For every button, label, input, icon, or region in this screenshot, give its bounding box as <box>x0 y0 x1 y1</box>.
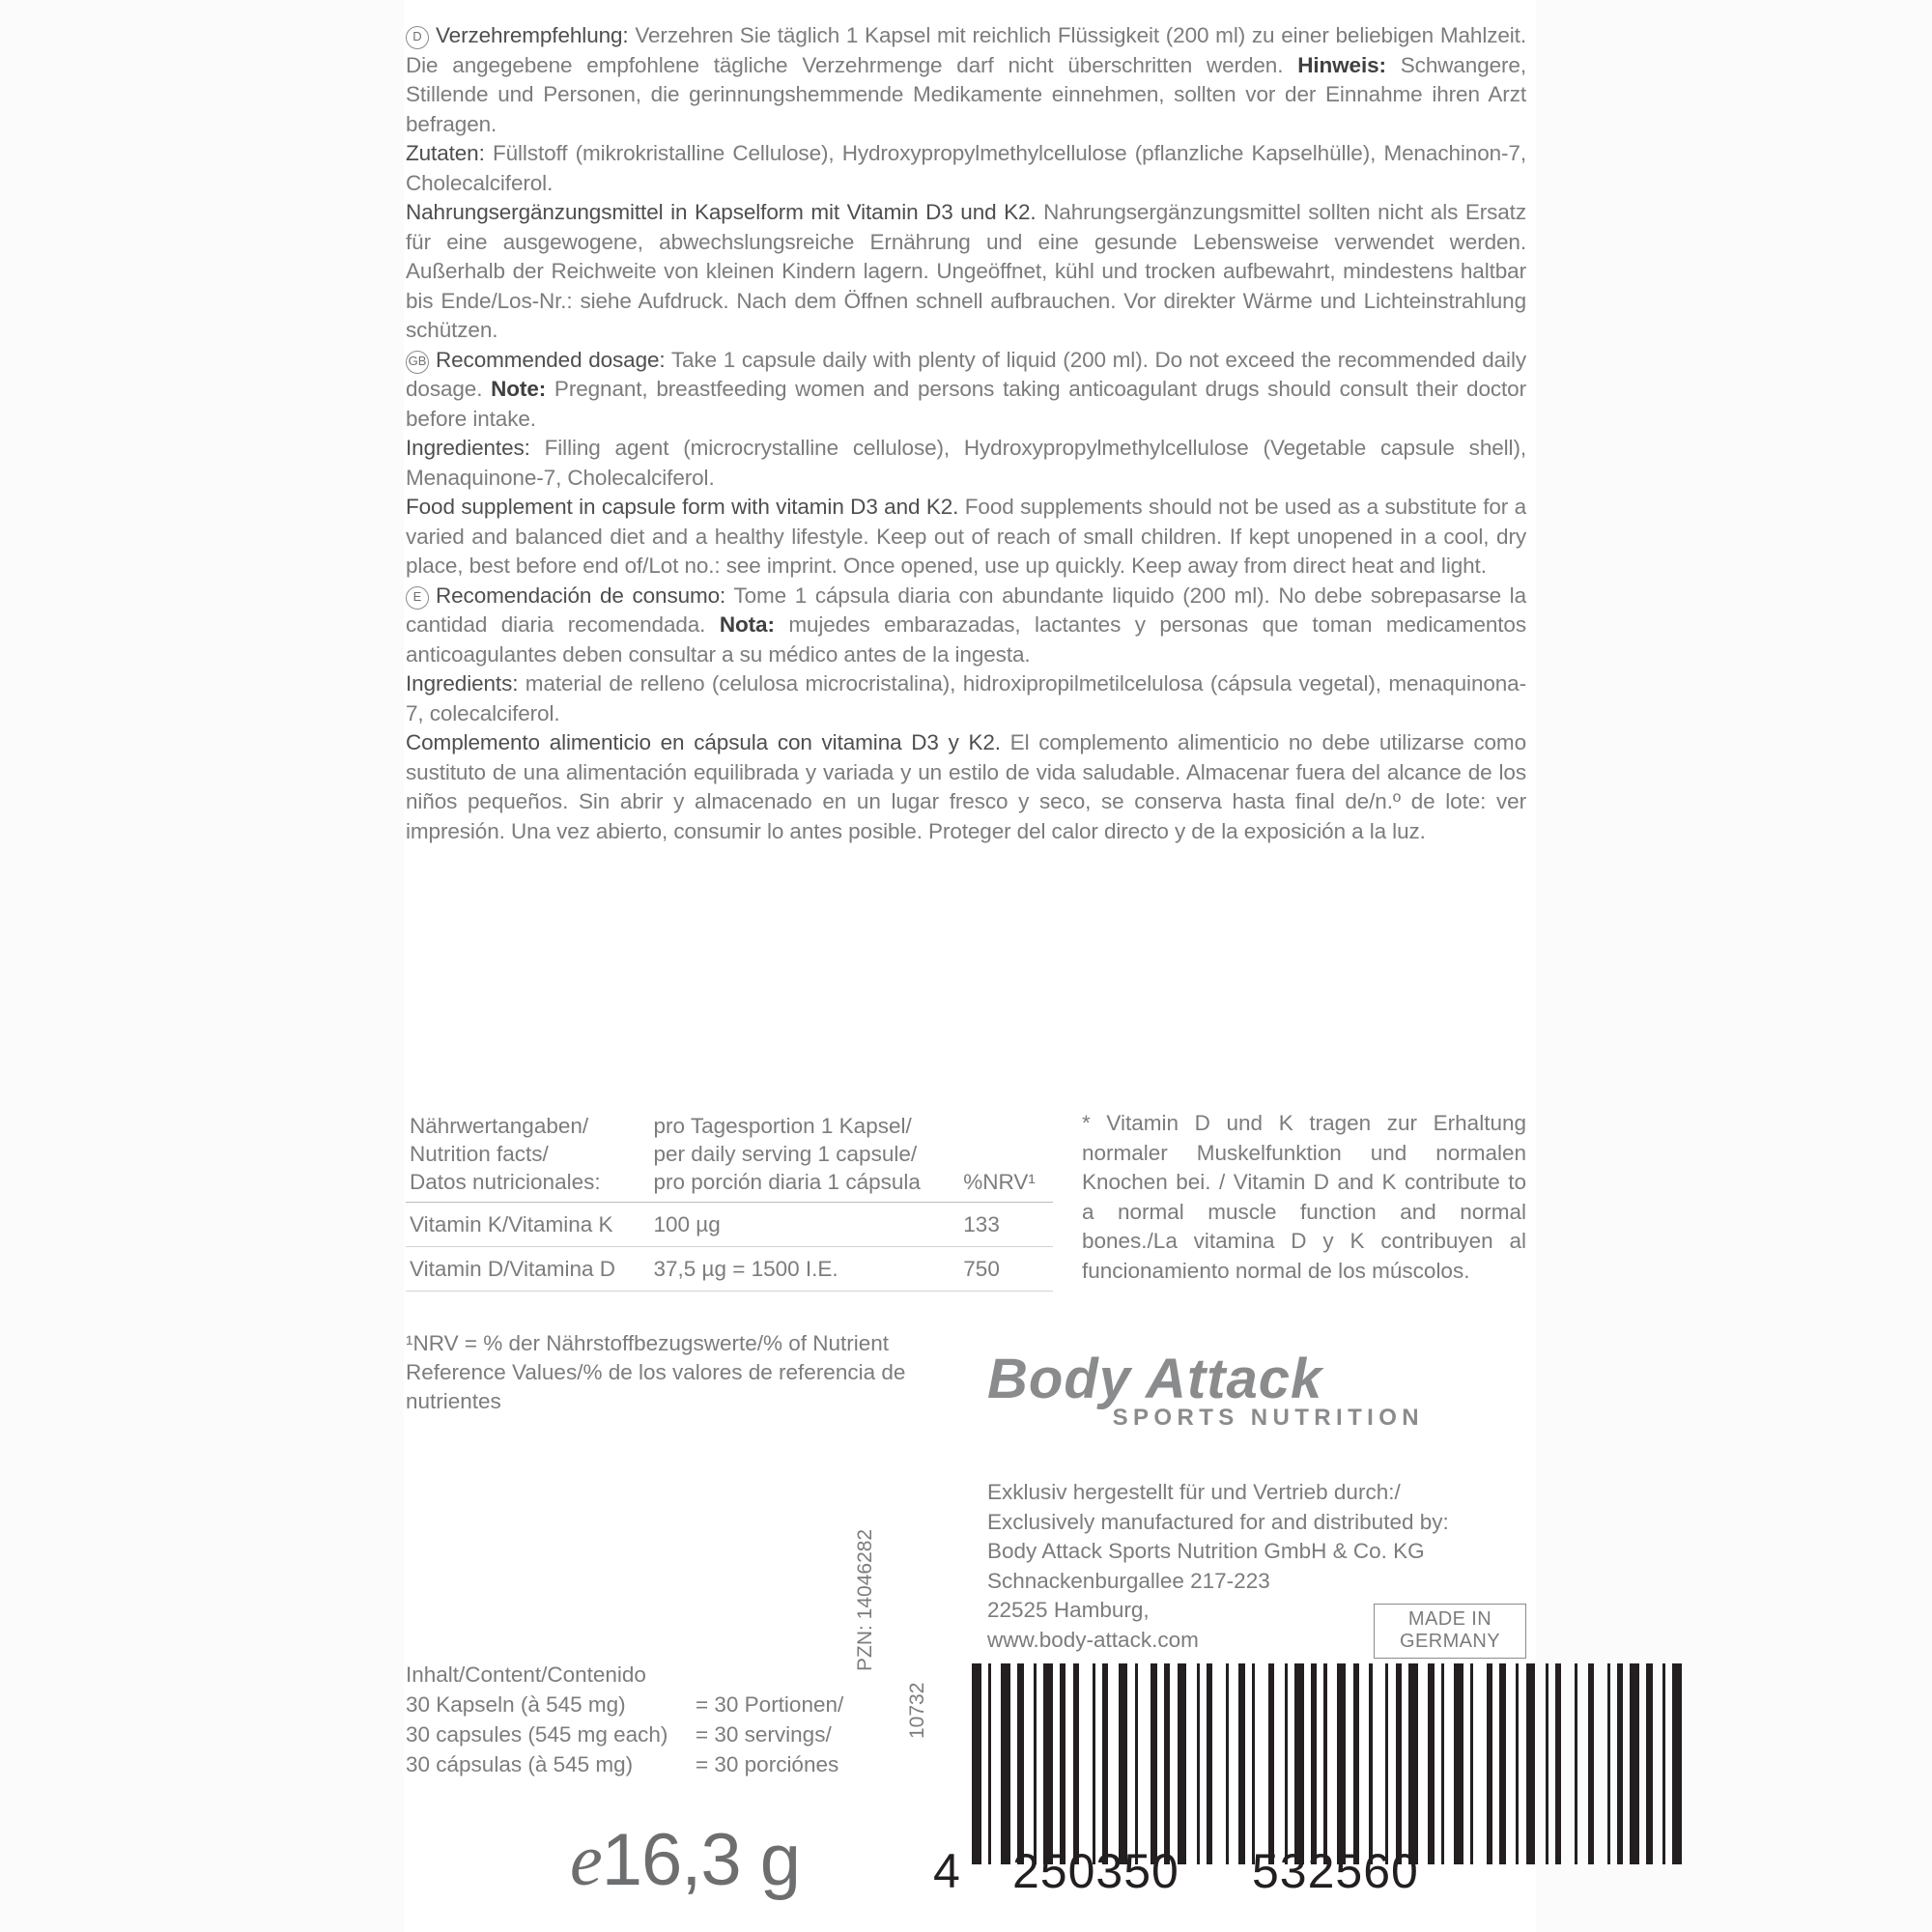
nutrition-header-col2-line2: per daily serving 1 capsule/ <box>653 1142 918 1166</box>
dosage-paragraph-gb <box>406 346 1526 435</box>
nutrient-amount: 100 µg <box>649 1203 959 1247</box>
distributor-line4: Schnackenburgallee 217-223 <box>987 1568 1270 1593</box>
made-in-germany-badge <box>1374 1604 1526 1659</box>
ean-first-digit: 4 <box>933 1844 961 1898</box>
content-row-right: = 30 porciónes <box>696 1752 839 1776</box>
nutrient-nrv: 133 <box>959 1203 1053 1247</box>
nutrient-amount: 37,5 µg = 1500 I.E. <box>649 1247 959 1292</box>
flag-icon-gb: GB <box>406 351 429 374</box>
ingredients-paragraph-de <box>406 139 1526 198</box>
content-row-right: = 30 servings/ <box>696 1722 832 1747</box>
dosage-text-es: Tome 1 cápsula diaria con abundante liquido (200 ml). No debe sobrepasarse la cantidad diaria recomendada. <box>406 582 1526 637</box>
ingredients-label-gb: Ingredientes: <box>406 436 530 460</box>
distributor-line5: 22525 Hamburg, <box>987 1598 1150 1622</box>
content-row-left: 30 cápsulas (à 545 mg) <box>406 1752 634 1776</box>
dosage-paragraph-es <box>406 582 1526 670</box>
barcode <box>933 1663 1513 1932</box>
ean-right-group: 532560 <box>1252 1844 1419 1898</box>
nutrition-header-col1-line1: Nährwertangaben/ <box>410 1114 589 1138</box>
description-label-de: Nahrungsergänzungsmittel in Kapselform mit Vitamin D3 und K2. <box>406 200 1037 224</box>
nutrition-table <box>406 1109 1053 1292</box>
content-row-left: 30 capsules (545 mg each) <box>406 1722 668 1747</box>
ingredients-paragraph-gb <box>406 434 1526 493</box>
nutrition-header-col1-line2: Nutrition facts/ <box>410 1142 549 1166</box>
health-claim-text: * Vitamin D und K tragen zur Erhaltung normaler Muskelfunktion und normalen Knochen bei. / Vitamin D and K contribute to a normal muscle function and normal bones./La vitamina D y K contribuyen al funcionamiento normal de los múscolos. <box>1082 1111 1526 1283</box>
label-text-content <box>406 21 1526 846</box>
ingredients-paragraph-es <box>406 669 1526 728</box>
brand-name: Body Attack <box>987 1348 1323 1410</box>
net-weight-value: 16,3 g <box>601 1819 801 1901</box>
distributor-line2: Exclusively manufactured for and distributed by: <box>987 1509 1449 1534</box>
barcode-bars <box>972 1663 1691 1864</box>
description-text-de: Nahrungsergänzungsmittel sollten nicht als Ersatz für eine ausgewogene, abwechslungsreiche Ernährung und eine gesunde Lebensweise verwendet werden. Außerhalb der Reichweite von kleinen Kindern lagern. Ungeöffnet, kühl und trocken aufbewahrt, mindestens haltbar bis Ende/Los-Nr.: siehe Aufdruck. Nach dem Öffnen schnell aufbrauchen. Vor direkter Wärme und Lichteinstrahlung schützen. <box>406 200 1526 342</box>
nutrient-name: Vitamin K/Vitamina K <box>406 1203 649 1247</box>
ingredients-label-de: Zutaten: <box>406 141 485 165</box>
description-paragraph-gb <box>406 493 1526 582</box>
lot-code: 10732 <box>906 1682 928 1739</box>
nrv-footnote: ¹NRV = % der Nährstoffbezugswerte/% of Nutrient Reference Values/% de los valores de referencia de nutrientes <box>406 1331 906 1413</box>
description-paragraph-es <box>406 728 1526 846</box>
dosage-paragraph-de <box>406 21 1526 139</box>
distributor-line1: Exklusiv hergestellt für und Vertrieb durch:/ <box>987 1480 1401 1504</box>
nutrition-header-col2-line3: pro porción diaria 1 cápsula <box>653 1170 921 1194</box>
brand-logo <box>987 1350 1451 1432</box>
ingredients-text-es: material de relleno (celulosa microcristalina), hidroxipropilmetilcelulosa (cápsula vegetal), menaquinona-7, colecalciferol. <box>406 671 1526 725</box>
ingredients-label-es: Ingredients: <box>406 671 519 696</box>
nutrition-header-col2 <box>649 1109 959 1203</box>
dosage-label-es: Recomendación de consumo: <box>436 582 726 608</box>
ingredients-text-de: Füllstoff (mikrokristalline Cellulose), Hydroxypropylmethylcellulose (pflanzliche Kapselhülle), Menachinon-7, Cholecalciferol. <box>406 141 1526 195</box>
content-title: Inhalt/Content/Contenido <box>406 1662 646 1687</box>
nutrition-header-col1 <box>406 1109 649 1203</box>
distributor-website: www.body-attack.com <box>987 1627 1199 1652</box>
note-text-de: Schwangere, Stillende und Personen, die gerinnungshemmende Medikamente einnehmen, sollten vor der Einnahme ihren Arzt befragen. <box>406 52 1526 136</box>
note-text-gb: Pregnant, breastfeeding women and persons taking anticoagulant drugs should consult their doctor before intake. <box>406 377 1526 431</box>
page-background-right <box>1536 0 1932 1932</box>
note-label-gb: Note: <box>491 377 547 401</box>
description-label-gb: Food supplement in capsule form with vitamin D3 and K2. <box>406 495 959 519</box>
note-label-de: Hinweis: <box>1297 52 1386 77</box>
nutrition-header-col3: %NRV¹ <box>959 1109 1053 1203</box>
description-paragraph-de <box>406 198 1526 346</box>
nutrition-header-col1-line3: Datos nutricionales: <box>410 1170 601 1194</box>
dosage-label-de: Verzehrempfehlung: <box>436 23 629 47</box>
table-row <box>406 1203 1053 1247</box>
content-quantity-section <box>406 1660 860 1779</box>
dosage-text-de: Verzehren Sie täglich 1 Kapsel mit reichlich Flüssigkeit (200 ml) zu einer beliebigen Mahlzeit. Die angegebene empfohlene tägliche Verzehrmenge darf nicht überschritten werden. <box>406 23 1526 77</box>
ean-left-group: 250350 <box>1012 1844 1179 1898</box>
made-in-line2: GERMANY <box>1400 1631 1500 1652</box>
dosage-label-gb: Recommended dosage: <box>436 347 666 372</box>
brand-tagline: SPORTS NUTRITION <box>1112 1405 1424 1431</box>
content-row-left: 30 Kapseln (à 545 mg) <box>406 1692 626 1717</box>
nutrient-nrv: 750 <box>959 1247 1053 1292</box>
page-background-left <box>0 0 404 1932</box>
ingredients-text-gb: Filling agent (microcrystalline cellulose), Hydroxypropylmethylcellulose (Vegetable capsule shell), Menaquinone-7, Cholecalciferol. <box>406 436 1526 490</box>
flag-icon-es: E <box>406 586 429 610</box>
nutrient-name: Vitamin D/Vitamina D <box>406 1247 649 1292</box>
note-label-es: Nota: <box>719 612 775 637</box>
nutrition-header-col2-line1: pro Tagesportion 1 Kapsel/ <box>653 1114 912 1138</box>
made-in-line1: MADE IN <box>1407 1608 1492 1630</box>
distributor-line3: Body Attack Sports Nutrition GmbH & Co. KG <box>987 1539 1425 1563</box>
net-weight <box>570 1818 800 1903</box>
description-text-es: El complemento alimenticio no debe utilizarse como sustituto de una alimentación equilibrada y variada y un estilo de vida saludable. Almacenar fuera del alcance de los niños pequeños. Sin abrir y almacenado en un lugar fresco y seco, se conserva hasta final de/n.º de lote: ver impresión. Una vez abierto, consumir lo antes posible. Proteger del calor directo y de la exposición a la luz. <box>406 730 1526 843</box>
flag-icon-de: D <box>406 26 429 49</box>
content-row-right: = 30 Portionen/ <box>696 1692 844 1717</box>
note-text-es: mujedes embarazadas, lactantes y personas que toman medicamentos anticoagulantes deben consultar a su médico antes de la ingesta. <box>406 612 1526 667</box>
table-row <box>406 1247 1053 1292</box>
nutrition-table-header <box>406 1109 1053 1203</box>
estimated-sign-icon: e <box>570 1820 602 1901</box>
pzn-code: PZN: 14046282 <box>854 1528 876 1671</box>
content-rows <box>406 1690 860 1779</box>
description-text-gb: Food supplements should not be used as a substitute for a varied and balanced diet and a healthy lifestyle. Keep out of reach of small children. If kept unopened in a cool, dry place, best before end of/Lot no.: see imprint. Once opened, use up quickly. Keep away from direct heat and light. <box>406 495 1526 578</box>
dosage-text-gb: Take 1 capsule daily with plenty of liquid (200 ml). Do not exceed the recommended daily dosage. <box>406 347 1526 401</box>
description-label-es: Complemento alimenticio en cápsula con vitamina D3 y K2. <box>406 730 1001 754</box>
